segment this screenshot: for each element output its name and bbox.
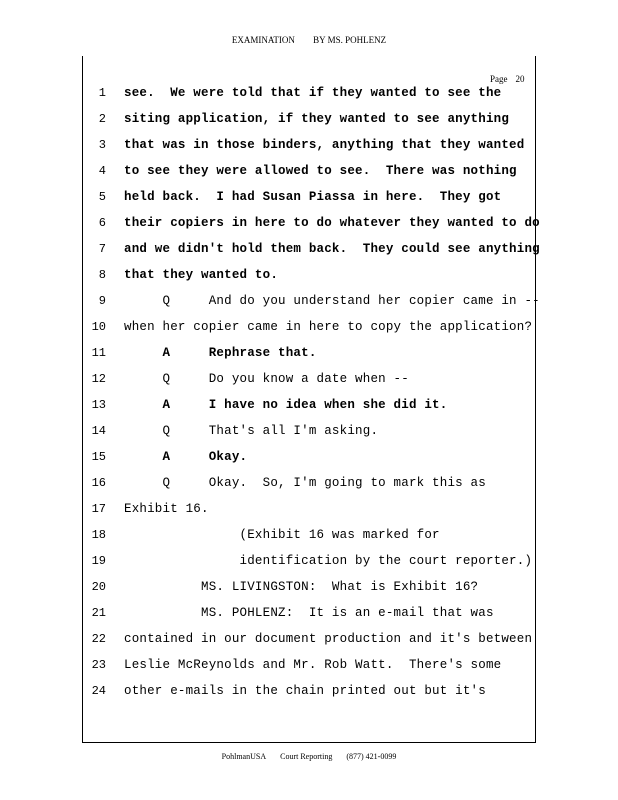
line-number: 23 xyxy=(91,658,106,672)
transcript-line xyxy=(0,655,618,681)
line-text: contained in our document production and it's between xyxy=(124,632,533,646)
line-text: Q Do you know a date when -- xyxy=(124,372,409,386)
transcript-line xyxy=(0,239,618,265)
line-number: 5 xyxy=(98,190,106,204)
line-number: 13 xyxy=(91,398,106,412)
transcript-line xyxy=(0,473,618,499)
transcript-line xyxy=(0,135,618,161)
line-text: see. We were told that if they wanted to see the xyxy=(124,86,502,100)
line-text: A Okay. xyxy=(124,450,248,464)
line-text: siting application, if they wanted to see anything xyxy=(124,112,510,126)
line-number: 21 xyxy=(91,606,106,620)
transcript-line xyxy=(0,265,618,291)
transcript-line xyxy=(0,681,618,707)
transcript-line xyxy=(0,629,618,655)
line-number: 15 xyxy=(91,450,106,464)
transcript-line xyxy=(0,577,618,603)
line-text: A I have no idea when she did it. xyxy=(124,398,448,412)
line-text: MS. POHLENZ: It is an e-mail that was xyxy=(124,606,494,620)
line-number: 1 xyxy=(98,86,106,100)
line-text: Q And do you understand her copier came in -- xyxy=(124,294,540,308)
line-text: MS. LIVINGSTON: What is Exhibit 16? xyxy=(124,580,479,594)
line-number: 24 xyxy=(91,684,106,698)
line-number: 11 xyxy=(91,346,106,360)
transcript-line xyxy=(0,395,618,421)
line-number: 4 xyxy=(98,164,106,178)
line-text: held back. I had Susan Piassa in here. They got xyxy=(124,190,502,204)
transcript-line xyxy=(0,525,618,551)
line-number: 10 xyxy=(91,320,106,334)
footer-company: PohlmanUSA xyxy=(221,752,267,761)
line-number: 18 xyxy=(91,528,106,542)
line-text: other e-mails in the chain printed out but it's xyxy=(124,684,486,698)
line-number: 9 xyxy=(98,294,106,308)
line-number: 3 xyxy=(98,138,106,152)
line-number: 6 xyxy=(98,216,106,230)
line-number: 8 xyxy=(98,268,106,282)
line-text: that was in those binders, anything that they wanted xyxy=(124,138,525,152)
line-text: when her copier came in here to copy the application? xyxy=(124,320,533,334)
line-number: 20 xyxy=(91,580,106,594)
line-text: their copiers in here to do whatever they wanted to do xyxy=(124,216,540,230)
transcript-line xyxy=(0,161,618,187)
line-text: (Exhibit 16 was marked for xyxy=(124,528,440,542)
header-examiner: BY MS. POHLENZ xyxy=(313,35,387,45)
transcript-line xyxy=(0,369,618,395)
transcript-line xyxy=(0,551,618,577)
page-number-value: 20 xyxy=(515,74,525,84)
line-number: 14 xyxy=(91,424,106,438)
line-text: to see they were allowed to see. There was nothing xyxy=(124,164,517,178)
transcript-line xyxy=(0,343,618,369)
transcript-line xyxy=(0,187,618,213)
transcript-line xyxy=(0,421,618,447)
line-number: 12 xyxy=(91,372,106,386)
line-text: Leslie McReynolds and Mr. Rob Watt. There's some xyxy=(124,658,502,672)
line-text: that they wanted to. xyxy=(124,268,279,282)
page-header xyxy=(0,35,618,45)
transcript-line xyxy=(0,83,618,109)
line-number: 7 xyxy=(98,242,106,256)
line-number: 16 xyxy=(91,476,106,490)
line-text: Q That's all I'm asking. xyxy=(124,424,379,438)
transcript-line xyxy=(0,499,618,525)
line-text: identification by the court reporter.) xyxy=(124,554,533,568)
transcript-line xyxy=(0,109,618,135)
transcript-line xyxy=(0,317,618,343)
line-number: 22 xyxy=(91,632,106,646)
header-examination: EXAMINATION xyxy=(231,35,295,45)
line-number: 2 xyxy=(98,112,106,126)
line-number: 17 xyxy=(91,502,106,516)
footer-service: Court Reporting xyxy=(280,752,333,761)
page-label: Page xyxy=(490,74,508,84)
line-number: 19 xyxy=(91,554,106,568)
line-text: and we didn't hold them back. They could see anything xyxy=(124,242,540,256)
transcript-line xyxy=(0,291,618,317)
line-text: A Rephrase that. xyxy=(124,346,317,360)
footer-phone: (877) 421-0099 xyxy=(346,752,397,761)
line-text: Exhibit 16. xyxy=(124,502,209,516)
transcript-line xyxy=(0,213,618,239)
line-text: Q Okay. So, I'm going to mark this as xyxy=(124,476,486,490)
page-footer xyxy=(0,752,618,761)
transcript-line xyxy=(0,603,618,629)
transcript-line xyxy=(0,447,618,473)
